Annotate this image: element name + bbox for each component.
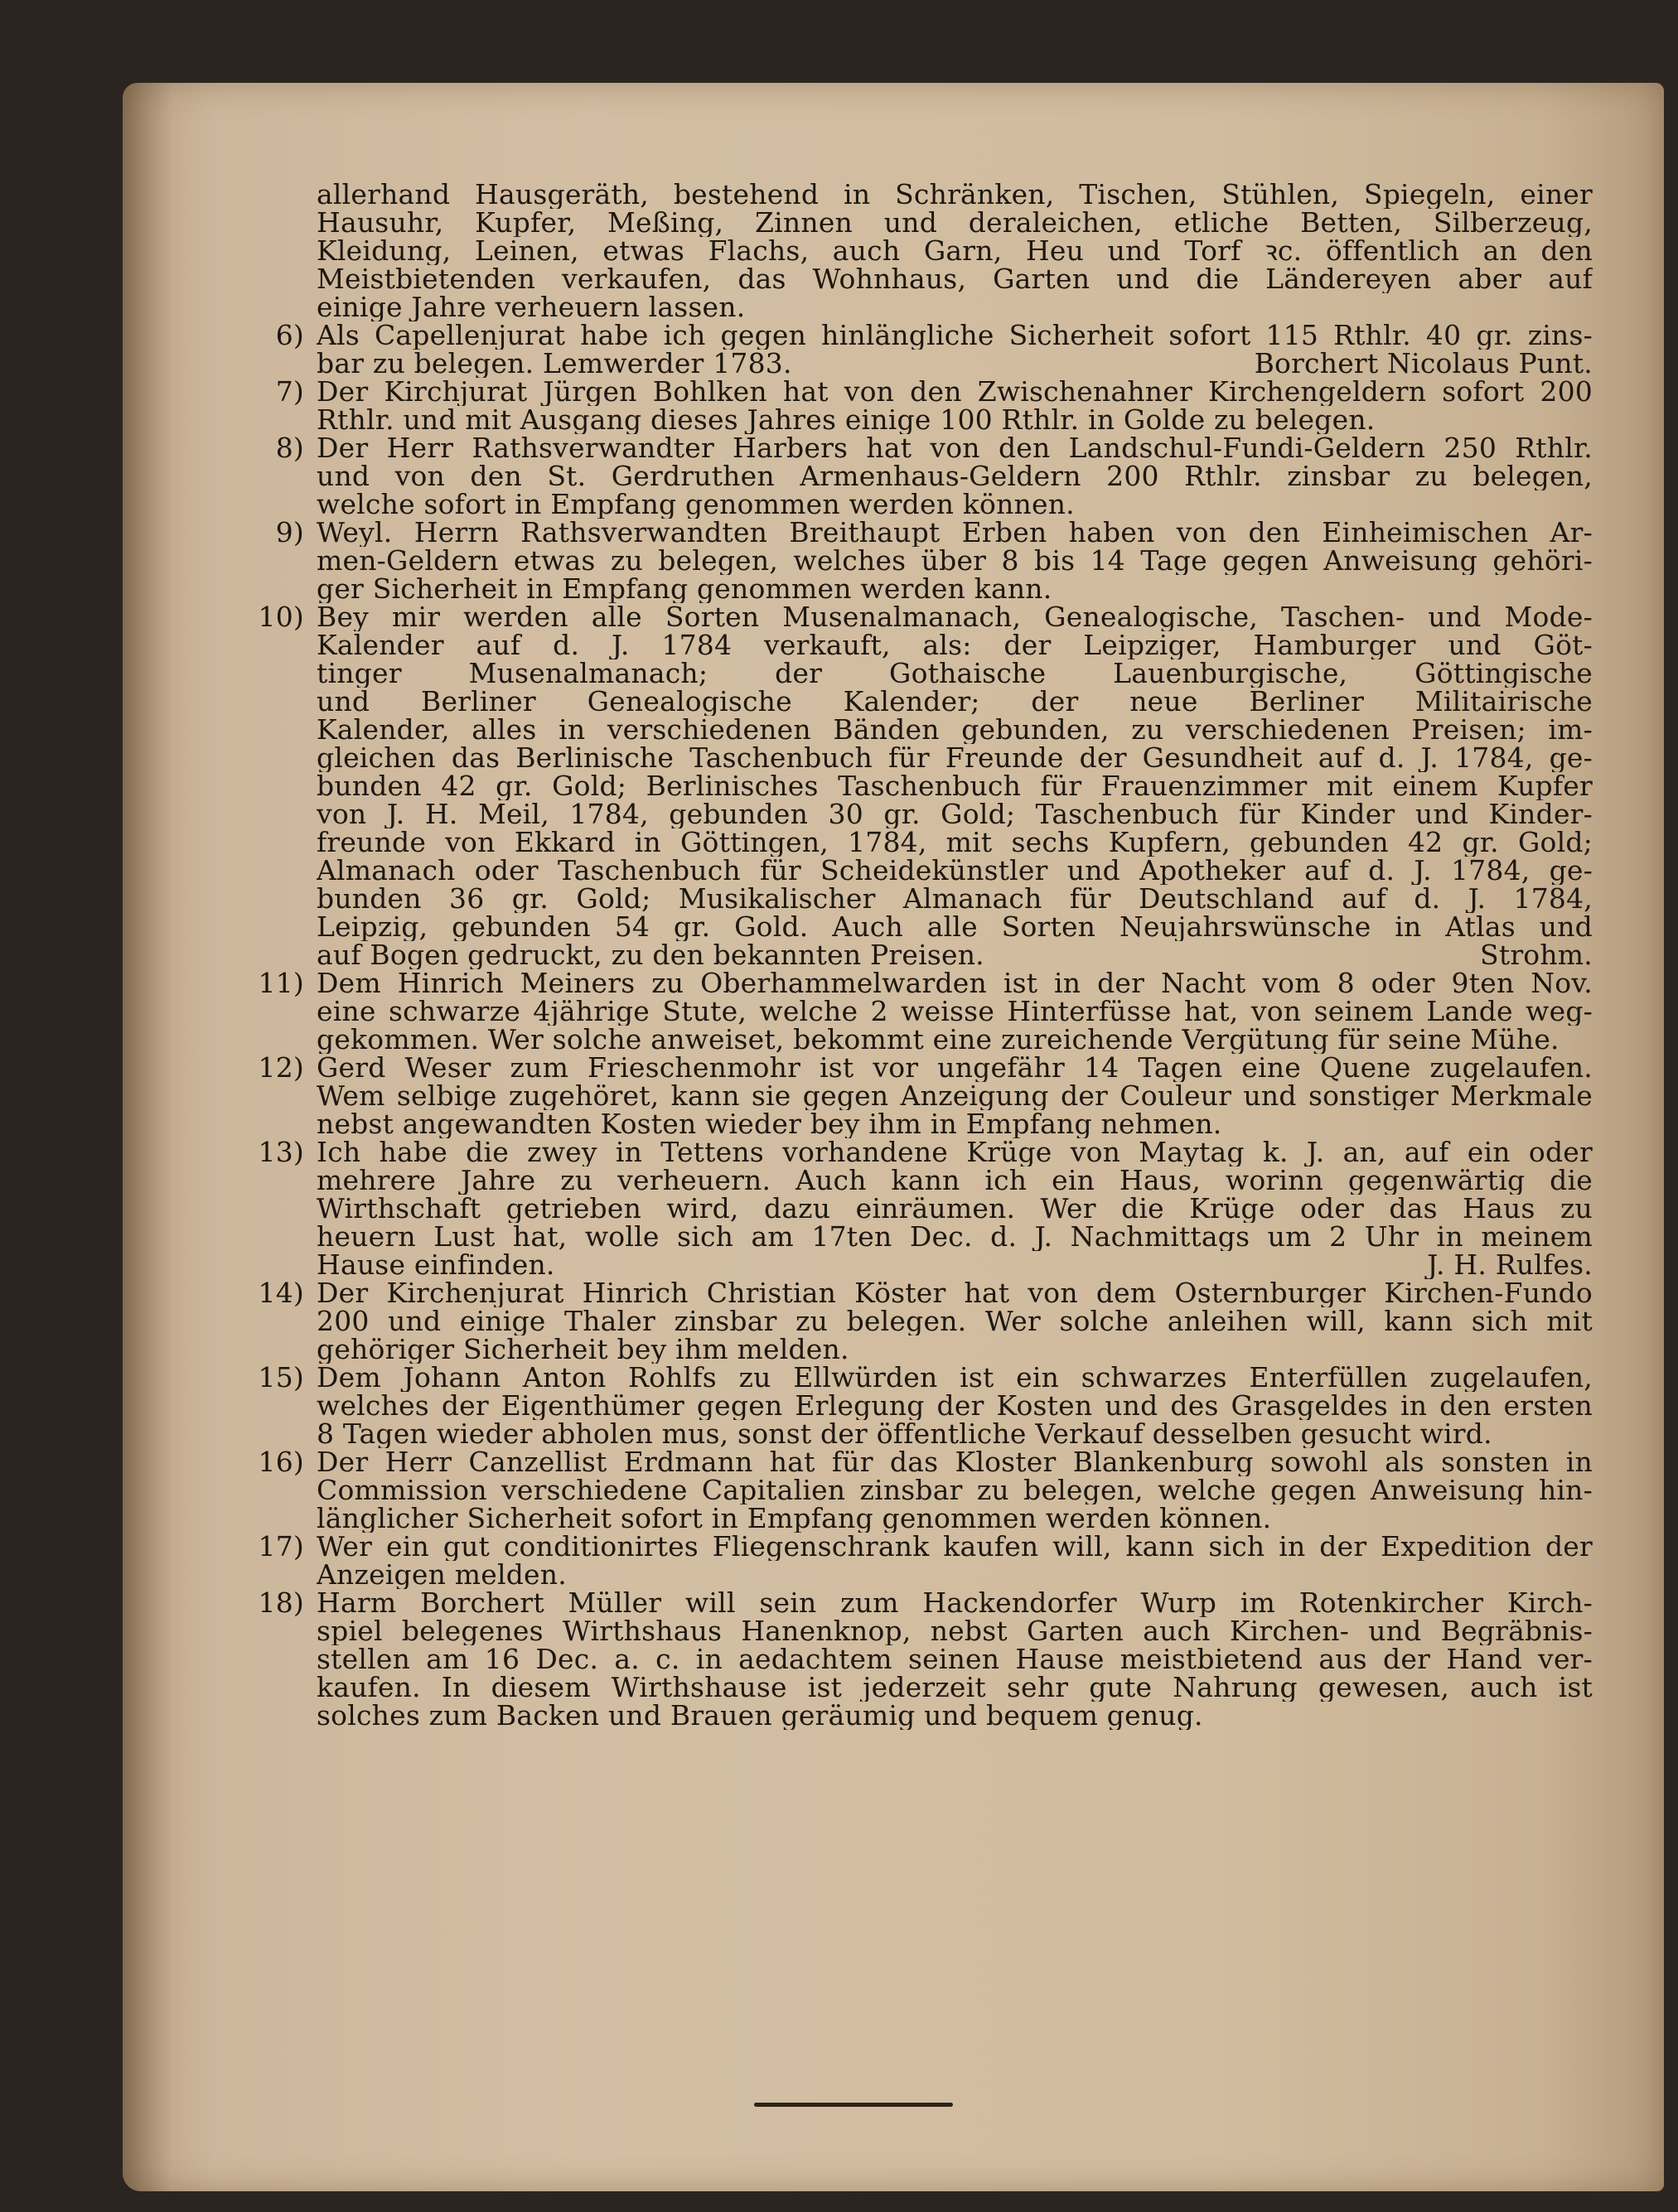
text-line-content: Gerd Weser zum Frieschenmohr ist vor ungefähr 14 Tagen eine Quene zugelaufen.	[317, 1054, 1593, 1082]
text-line	[317, 1392, 1593, 1420]
text-line	[317, 1110, 1593, 1138]
text-line-content: Als Capellenjurat habe ich gegen hinlängliche Sicherheit sofort 115 Rthlr. 40 gr. zins-	[317, 321, 1593, 350]
text-line	[317, 237, 1593, 265]
document-body	[258, 181, 1593, 1730]
text-line	[317, 1702, 1593, 1730]
text-line	[317, 688, 1593, 716]
text-line-content: 8 Tagen wieder abholen mus, sonst der öffentliche Verkauf desselben gesucht wird.	[317, 1420, 1492, 1448]
text-line-content: Hausuhr, Kupfer, Meßing, Zinnen und deraleichen, etliche Betten, Silberzeug,	[317, 209, 1593, 237]
text-line	[317, 1054, 1593, 1082]
text-line-content: bar zu belegen. Lemwerder 1783.	[317, 350, 792, 378]
notice-entry	[275, 516, 1593, 603]
text-line-content: heuern Lust hat, wolle sich am 17ten Dec. d. J. Nachmittags um 2 Uhr in meinem	[317, 1223, 1593, 1251]
text-line-content: eine schwarze 4jährige Stute, welche 2 weisse Hinterfüsse hat, von seinem Lande weg-	[317, 997, 1593, 1026]
notice-signature: Strohm.	[1480, 941, 1593, 969]
text-line-content: Dem Hinrich Meiners zu Oberhammelwarden ist in der Nacht vom 8 oder 9ten Nov.	[317, 969, 1593, 997]
text-line	[317, 969, 1593, 997]
text-line	[317, 913, 1593, 941]
text-line	[317, 378, 1593, 406]
text-line-content: Der Kirchjurat Jürgen Bohlken hat von den Zwischenahner Kirchengeldern sofort 200	[317, 378, 1593, 406]
text-line-content: Ich habe die zwey in Tettens vorhandene Krüge von Maytag k. J. an, auf ein oder	[317, 1138, 1593, 1166]
text-line	[317, 1533, 1593, 1561]
text-line-content: Harm Borchert Müller will sein zum Hackendorfer Wurp im Rotenkircher Kirch-	[317, 1589, 1593, 1617]
text-line	[317, 772, 1593, 800]
text-line	[317, 1364, 1593, 1392]
text-line-content: gehöriger Sicherheit bey ihm melden.	[317, 1335, 849, 1364]
text-line	[317, 1645, 1593, 1673]
text-line	[317, 941, 1593, 969]
notice-number: 9)	[275, 516, 304, 548]
text-line	[317, 181, 1593, 209]
text-line	[317, 1504, 1593, 1533]
text-line-content: Kleidung, Leinen, etwas Flachs, auch Garn, Heu und Torf ꝛc. öffentlich an den	[317, 237, 1593, 265]
text-line-content: Weyl. Herrn Rathsverwandten Breithaupt Erben haben von den Einheimischen Ar-	[317, 519, 1593, 547]
text-line	[317, 547, 1593, 575]
text-line-content: nebst angewandten Kosten wieder bey ihm in Empfang nehmen.	[317, 1110, 1222, 1138]
text-line	[317, 575, 1593, 603]
text-line-content: von J. H. Meil, 1784, gebunden 30 gr. Gold; Taschenbuch für Kinder und Kinder-	[317, 800, 1593, 828]
text-line-content: bunden 36 gr. Gold; Musikalischer Almanach für Deutschland auf d. J. 1784,	[317, 885, 1593, 913]
text-line	[317, 1307, 1593, 1335]
notice-number: 12)	[258, 1051, 304, 1084]
text-line	[317, 1138, 1593, 1166]
text-line-content: Rthlr. und mit Ausgang dieses Jahres einige 100 Rthlr. in Golde zu belegen.	[317, 406, 1376, 434]
notice-entry	[258, 1587, 1593, 1730]
text-line-content: Wer ein gut conditionirtes Fliegenschrank kaufen will, kann sich in der Expedition der	[317, 1533, 1593, 1561]
text-line-content: tinger Musenalmanach; der Gothaische Lauenburgische, Göttingische	[317, 659, 1593, 688]
text-line	[317, 659, 1593, 688]
notice-number: 8)	[275, 432, 304, 464]
text-line-content: kaufen. In diesem Wirthshause ist jederzeit sehr gute Nahrung gewesen, auch ist	[317, 1673, 1593, 1702]
closing-rule	[754, 2103, 953, 2107]
text-line	[317, 603, 1593, 631]
text-line-content: Commission verschiedene Capitalien zinsbar zu belegen, welche gegen Anweisung hin-	[317, 1476, 1593, 1504]
text-line-content: welche sofort in Empfang genommen werden können.	[317, 490, 1075, 519]
text-line	[317, 631, 1593, 659]
text-line-content: gleichen das Berlinische Taschenbuch für Freunde der Gesundheit auf d. J. 1784, ge-	[317, 744, 1593, 772]
text-line	[317, 857, 1593, 885]
text-line-content: Wem selbige zugehöret, kann sie gegen Anzeigung der Couleur und sonstiger Merkmale	[317, 1082, 1593, 1110]
text-line	[317, 1589, 1593, 1617]
text-line	[317, 1166, 1593, 1195]
text-line	[317, 1673, 1593, 1702]
text-line	[317, 828, 1593, 857]
text-line	[317, 997, 1593, 1026]
text-line-content: bunden 42 gr. Gold; Berlinisches Taschenbuch für Frauenzimmer mit einem Kupfer	[317, 772, 1593, 800]
notice-entry	[275, 432, 1593, 519]
text-line-content: gekommen. Wer solche anweiset, bekommt eine zureichende Vergütung für seine Mühe.	[317, 1026, 1560, 1054]
text-line	[317, 800, 1593, 828]
text-line	[317, 1476, 1593, 1504]
notice-number: 11)	[258, 967, 304, 999]
text-line	[317, 1279, 1593, 1307]
notice-entry	[258, 1277, 1593, 1364]
text-line	[317, 293, 1593, 321]
text-line-content: Dem Johann Anton Rohlfs zu Ellwürden ist ein schwarzes Enterfüllen zugelaufen,	[317, 1364, 1593, 1392]
text-line-content: Meistbietenden verkaufen, das Wohnhaus, Garten und die Ländereyen aber auf	[317, 265, 1593, 293]
notice-entry	[258, 967, 1593, 1054]
notice-entry	[258, 1136, 1593, 1279]
notice-entry	[317, 181, 1593, 321]
text-line	[317, 1420, 1593, 1448]
text-line-content: spiel belegenes Wirthshaus Hanenknop, nebst Garten auch Kirchen- und Begräbnis-	[317, 1617, 1593, 1645]
text-line	[317, 1082, 1593, 1110]
text-line-content: ger Sicherheit in Empfang genommen werden kann.	[317, 575, 1052, 603]
text-line-content: und Berliner Genealogische Kalender; der neue Berliner Militairische	[317, 688, 1593, 716]
notice-number: 15)	[258, 1361, 304, 1393]
text-line	[317, 1561, 1593, 1589]
notice-number: 14)	[258, 1277, 304, 1309]
text-line-content: welches der Eigenthümer gegen Erlegung der Kosten und des Grasgeldes in den ersten	[317, 1392, 1593, 1420]
text-line-content: Der Herr Rathsverwandter Harbers hat von den Landschul-Fundi-Geldern 250 Rthlr.	[317, 434, 1593, 462]
text-line	[317, 1026, 1593, 1054]
text-line	[317, 265, 1593, 293]
book-gutter-shadow	[123, 83, 172, 2191]
notice-signature: Borchert Nicolaus Punt.	[1254, 350, 1593, 378]
text-line-content: allerhand Hausgeräth, bestehend in Schränken, Tischen, Stühlen, Spiegeln, einer	[317, 181, 1593, 209]
text-line	[317, 744, 1593, 772]
text-line	[317, 1617, 1593, 1645]
text-line-content: mehrere Jahre zu verheuern. Auch kann ich ein Haus, worinn gegenwärtig die	[317, 1166, 1593, 1195]
notice-number: 10)	[258, 601, 304, 633]
text-line	[317, 406, 1593, 434]
notice-entry	[258, 1446, 1593, 1533]
text-line-content: länglicher Sicherheit sofort in Empfang genommen werden können.	[317, 1504, 1272, 1533]
text-line-content: Hause einfinden.	[317, 1251, 555, 1279]
text-line-content: Almanach oder Taschenbuch für Scheidekünstler und Apotheker auf d. J. 1784, ge-	[317, 857, 1593, 885]
notice-number: 16)	[258, 1446, 304, 1478]
text-line	[317, 321, 1593, 350]
text-line-content: einige Jahre verheuern lassen.	[317, 293, 746, 321]
text-line-content: 200 und einige Thaler zinsbar zu belegen. Wer solche anleihen will, kann sich mit	[317, 1307, 1593, 1335]
text-line-content: Anzeigen melden.	[317, 1561, 567, 1589]
text-line-content: Wirthschaft getrieben wird, dazu einräumen. Wer die Krüge oder das Haus zu	[317, 1195, 1593, 1223]
text-line-content: Der Herr Canzellist Erdmann hat für das Kloster Blankenburg sowohl als sonsten in	[317, 1448, 1593, 1476]
text-line-content: solches zum Backen und Brauen geräumig und bequem genug.	[317, 1702, 1203, 1730]
text-line	[317, 1251, 1593, 1279]
text-line	[317, 350, 1593, 378]
text-line	[317, 434, 1593, 462]
text-line	[317, 519, 1593, 547]
notice-number: 6)	[275, 319, 304, 351]
text-line	[317, 1335, 1593, 1364]
notice-number: 13)	[258, 1136, 304, 1168]
notice-entry	[258, 1530, 1593, 1589]
text-line-content: Leipzig, gebunden 54 gr. Gold. Auch alle Sorten Neujahrswünsche in Atlas und	[317, 913, 1593, 941]
text-line	[317, 1223, 1593, 1251]
text-line-content: Kalender, alles in verschiedenen Bänden gebunden, zu verschiedenen Preisen; im-	[317, 716, 1593, 744]
notice-signature: J. H. Rulfes.	[1427, 1251, 1593, 1279]
text-line-content: Bey mir werden alle Sorten Musenalmanach, Genealogische, Taschen- und Mode-	[317, 603, 1593, 631]
notice-entry	[258, 1051, 1593, 1138]
notice-entry	[275, 375, 1593, 434]
text-line-content: freunde von Ekkard in Göttingen, 1784, mit sechs Kupfern, gebunden 42 gr. Gold;	[317, 828, 1593, 857]
text-line	[317, 885, 1593, 913]
text-line	[317, 462, 1593, 490]
text-line	[317, 1448, 1593, 1476]
text-line-content: men-Geldern etwas zu belegen, welches über 8 bis 14 Tage gegen Anweisung gehöri-	[317, 547, 1593, 575]
text-line	[317, 209, 1593, 237]
notice-number: 17)	[258, 1530, 304, 1562]
text-line	[317, 490, 1593, 519]
notice-entry	[258, 1361, 1593, 1448]
text-line-content: und von den St. Gerdruthen Armenhaus-Geldern 200 Rthlr. zinsbar zu belegen,	[317, 462, 1593, 490]
notice-number: 7)	[275, 375, 304, 408]
text-line-content: auf Bogen gedruckt, zu den bekannten Preisen.	[317, 941, 984, 969]
notice-entry	[275, 319, 1593, 378]
notice-number: 18)	[258, 1587, 304, 1619]
text-line-content: stellen am 16 Dec. a. c. in aedachtem seinen Hause meistbietend aus der Hand ver-	[317, 1645, 1593, 1673]
text-line	[317, 1195, 1593, 1223]
text-line	[317, 716, 1593, 744]
notice-entry	[258, 601, 1593, 969]
text-line-content: Kalender auf d. J. 1784 verkauft, als: der Leipziger, Hamburger und Göt-	[317, 631, 1593, 659]
text-line-content: Der Kirchenjurat Hinrich Christian Köster hat von dem Osternburger Kirchen-Fundo	[317, 1279, 1593, 1307]
